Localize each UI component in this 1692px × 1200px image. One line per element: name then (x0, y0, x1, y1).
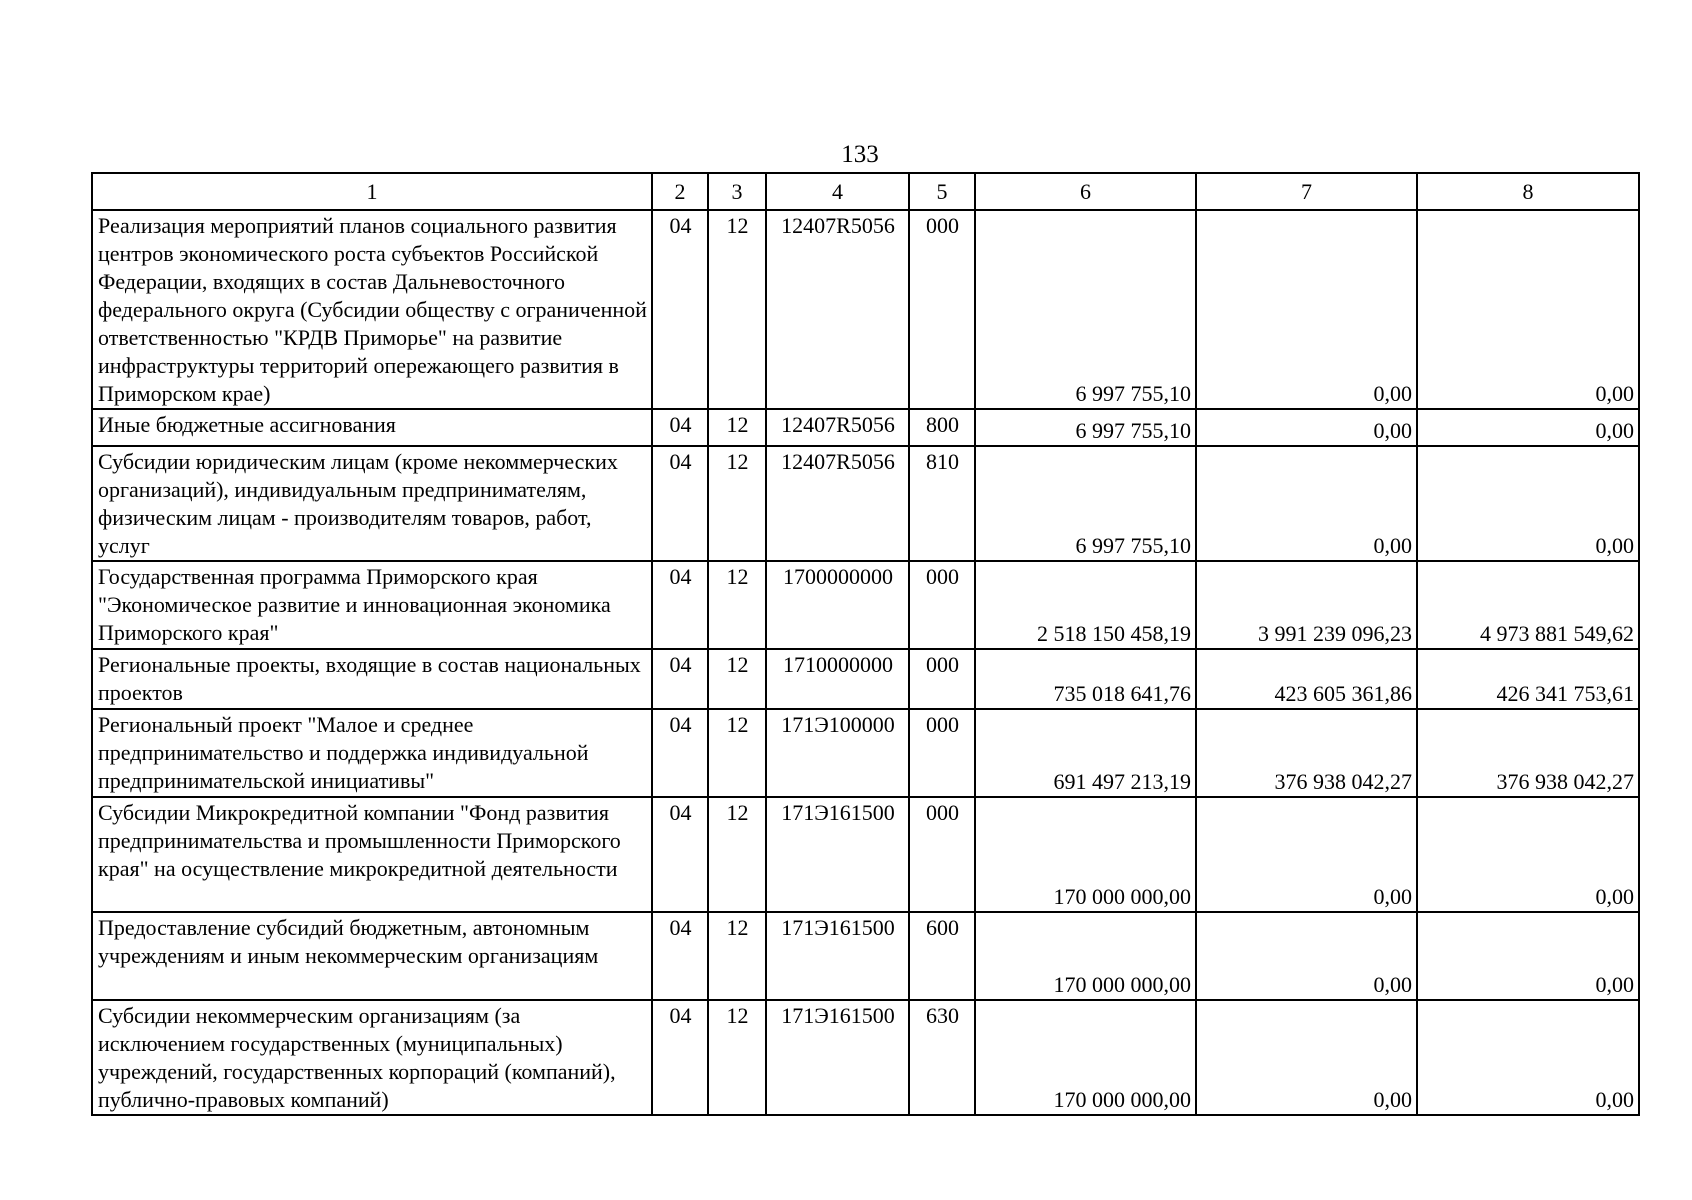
column-number: 8 (1417, 173, 1639, 210)
row-name: Государственная программа Приморского края "Экономическое развитие и инновационная экономика Приморского края" (92, 561, 652, 649)
row-name: Субсидии Микрокредитной компании "Фонд развития предпринимательства и промышленности Приморского края" на осуществление микрокредитной деятельности (92, 797, 652, 912)
amount-col-8: 0,00 (1417, 1000, 1639, 1115)
amount-col-8: 0,00 (1417, 912, 1639, 1000)
target-article-code: 12407R5056 (766, 409, 909, 446)
table-row (92, 709, 1639, 797)
target-article-code: 12407R5056 (766, 446, 909, 561)
column-number: 2 (652, 173, 708, 210)
amount-col-7: 3 991 239 096,23 (1196, 561, 1417, 649)
expense-type-code: 810 (909, 446, 975, 561)
subsection-code: 12 (708, 1000, 766, 1115)
expense-type-code: 800 (909, 409, 975, 446)
amount-col-7: 0,00 (1196, 912, 1417, 1000)
subsection-code: 12 (708, 210, 766, 409)
page-number: 133 (841, 141, 879, 168)
amount-col-6: 6 997 755,10 (975, 409, 1196, 446)
table-row (92, 446, 1639, 561)
table-row (92, 649, 1639, 709)
amount-col-6: 170 000 000,00 (975, 1000, 1196, 1115)
section-code: 04 (652, 797, 708, 912)
subsection-code: 12 (708, 912, 766, 1000)
amount-col-8: 426 341 753,61 (1417, 649, 1639, 709)
table-row (92, 409, 1639, 446)
amount-col-7: 376 938 042,27 (1196, 709, 1417, 797)
section-code: 04 (652, 561, 708, 649)
expense-type-code: 000 (909, 649, 975, 709)
expense-type-code: 600 (909, 912, 975, 1000)
subsection-code: 12 (708, 561, 766, 649)
target-article-code: 171Э100000 (766, 709, 909, 797)
column-number: 4 (766, 173, 909, 210)
table-row (92, 797, 1639, 912)
section-code: 04 (652, 409, 708, 446)
column-number-row (92, 173, 1639, 210)
amount-col-6: 2 518 150 458,19 (975, 561, 1196, 649)
section-code: 04 (652, 649, 708, 709)
amount-col-8: 0,00 (1417, 210, 1639, 409)
target-article-code: 1710000000 (766, 649, 909, 709)
subsection-code: 12 (708, 409, 766, 446)
row-name: Региональные проекты, входящие в состав национальных проектов (92, 649, 652, 709)
expense-type-code: 000 (909, 210, 975, 409)
row-name: Региональный проект "Малое и среднее предпринимательство и поддержка индивидуальной предпринимательской инициативы" (92, 709, 652, 797)
column-number: 7 (1196, 173, 1417, 210)
table-row (92, 1000, 1639, 1115)
amount-col-7: 0,00 (1196, 210, 1417, 409)
target-article-code: 171Э161500 (766, 912, 909, 1000)
amount-col-6: 6 997 755,10 (975, 446, 1196, 561)
column-number: 5 (909, 173, 975, 210)
amount-col-7: 0,00 (1196, 797, 1417, 912)
row-name: Предоставление субсидий бюджетным, автономным учреждениям и иным некоммерческим организациям (92, 912, 652, 1000)
amount-col-7: 423 605 361,86 (1196, 649, 1417, 709)
amount-col-8: 4 973 881 549,62 (1417, 561, 1639, 649)
table-row (92, 561, 1639, 649)
section-code: 04 (652, 210, 708, 409)
subsection-code: 12 (708, 709, 766, 797)
section-code: 04 (652, 446, 708, 561)
amount-col-6: 691 497 213,19 (975, 709, 1196, 797)
section-code: 04 (652, 709, 708, 797)
amount-col-6: 735 018 641,76 (975, 649, 1196, 709)
amount-col-7: 0,00 (1196, 409, 1417, 446)
amount-col-6: 6 997 755,10 (975, 210, 1196, 409)
amount-col-8: 0,00 (1417, 409, 1639, 446)
expense-type-code: 000 (909, 797, 975, 912)
column-number: 6 (975, 173, 1196, 210)
column-number: 1 (92, 173, 652, 210)
expense-type-code: 000 (909, 709, 975, 797)
table-row (92, 210, 1639, 409)
table-row (92, 912, 1639, 1000)
expense-type-code: 630 (909, 1000, 975, 1115)
row-name: Субсидии юридическим лицам (кроме некоммерческих организаций), индивидуальным предпринимателям, физическим лицам - производителям товаров, работ, услуг (92, 446, 652, 561)
target-article-code: 12407R5056 (766, 210, 909, 409)
amount-col-6: 170 000 000,00 (975, 912, 1196, 1000)
target-article-code: 171Э161500 (766, 1000, 909, 1115)
column-number: 3 (708, 173, 766, 210)
row-name: Иные бюджетные ассигнования (92, 409, 652, 446)
target-article-code: 1700000000 (766, 561, 909, 649)
section-code: 04 (652, 1000, 708, 1115)
row-name: Реализация мероприятий планов социального развития центров экономического роста субъектов Российской Федерации, входящих в состав Дальневосточного федерального округа (Субсидии обществу с ограниченной ответственностью "КРДВ Приморье" на развитие инфраструктуры территорий опережающего развития в Приморском крае) (92, 210, 652, 409)
amount-col-7: 0,00 (1196, 446, 1417, 561)
amount-col-6: 170 000 000,00 (975, 797, 1196, 912)
budget-table (91, 172, 1640, 1116)
expense-type-code: 000 (909, 561, 975, 649)
row-name: Субсидии некоммерческим организациям (за исключением государственных (муниципальных) учреждений, государственных корпораций (компаний), публично-правовых компаний) (92, 1000, 652, 1115)
amount-col-8: 0,00 (1417, 446, 1639, 561)
amount-col-7: 0,00 (1196, 1000, 1417, 1115)
subsection-code: 12 (708, 446, 766, 561)
section-code: 04 (652, 912, 708, 1000)
amount-col-8: 376 938 042,27 (1417, 709, 1639, 797)
subsection-code: 12 (708, 797, 766, 912)
target-article-code: 171Э161500 (766, 797, 909, 912)
amount-col-8: 0,00 (1417, 797, 1639, 912)
subsection-code: 12 (708, 649, 766, 709)
